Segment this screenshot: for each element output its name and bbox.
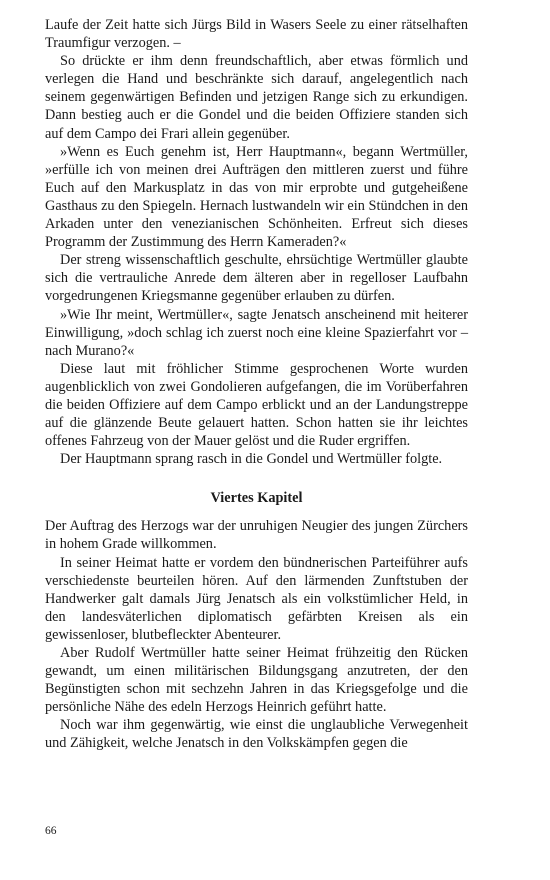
paragraph: »Wie Ihr meint, Wertmüller«, sagte Jenatsch anscheinend mit heiterer Einwilligung, »doch schlag ich zuerst noch eine kleine Spazierfahrt vor – nach Murano?«: [45, 306, 468, 359]
paragraph: In seiner Heimat hatte er vordem den bündnerischen Parteiführer aufs verschiedenste beurteilen hören. Auf den lärmenden Zunftstuben der Handwerker galt damals Jürg Jenatsch als ein volkstümlicher Held, in den landesväterlichen diplomatisch gefärbten Kreisen als ein gewissenloser, blutbefleckter Abenteurer.: [45, 554, 468, 643]
paragraph: Der Auftrag des Herzogs war der unruhigen Neugier des jungen Zürchers in hohem Grade willkommen.: [45, 518, 468, 553]
page-number: 66: [45, 825, 57, 837]
paragraph: Diese laut mit fröhlicher Stimme gesprochenen Worte wurden augenblicklich von zwei Gondolieren aufgefangen, die im Vorüberfahren die beiden Offiziere auf dem Campo erblickt und an der Landungstreppe auf die glänzende Beute gelauert hatten. Schon hatten sie ihr leichtes offenes Fahrzeug von der Mauer gelöst und die Ruder ergriffen.: [45, 360, 468, 450]
text-block-before: [45, 16, 468, 468]
paragraph: »Wenn es Euch genehm ist, Herr Hauptmann«, begann Wertmüller, »erfülle ich von meinen drei Aufträgen den mittleren zuerst und führe Euch auf den Markusplatz in das von mir erprobte und gutgeheißene Gasthaus zu den Spiegeln. Hernach lustwandeln wir ein Stündchen in den Arkaden unter den venezianischen Schönheiten. Erfreut sich dieses Programm der Zustimmung des Herrn Kameraden?«: [45, 143, 468, 251]
paragraph: So drückte er ihm denn freundschaftlich, aber etwas förmlich und verlegen die Hand und beschränkte sich darauf, angelegentlich nach seinem gegenwärtigen Befinden und jetzigen Range sich zu erkundigen. Dann bestieg auch er die Gondel und die beiden Offiziere standen sich auf dem Campo dei Frari allein gegenüber.: [45, 53, 468, 142]
paragraph: Der streng wissenschaftlich geschulte, ehrsüchtige Wertmüller glaubte sich die vertrauliche Anrede dem älteren aber in regelloser Laufbahn vorgedrungenen Kriegsmanne gegenüber erlauben zu dürfen.: [45, 252, 468, 305]
paragraph: Der Hauptmann sprang rasch in die Gondel und Wertmüller folgte.: [60, 451, 443, 468]
book-page: [45, 16, 468, 753]
text-block-after: [45, 517, 468, 752]
chapter-title: Viertes Kapitel: [210, 490, 303, 507]
paragraph: Aber Rudolf Wertmüller hatte seiner Heimat frühzeitig den Rücken gewandt, um einen militärischen Bildungsgang anzutreten, der den Begünstigten schon mit sechzehn Jahren in das Kriegsgefolge und die persönliche Nähe des edeln Herzogs Heinrich geführt hatte.: [45, 645, 468, 716]
paragraph: Laufe der Zeit hatte sich Jürgs Bild in Wasers Seele zu einer rätselhaften Traumfigur verzogen. –: [45, 17, 468, 52]
paragraph: Noch war ihm gegenwärtig, wie einst die unglaubliche Verwegenheit und Zähigkeit, welche Jenatsch in den Volkskämpfen gegen die: [45, 717, 468, 752]
